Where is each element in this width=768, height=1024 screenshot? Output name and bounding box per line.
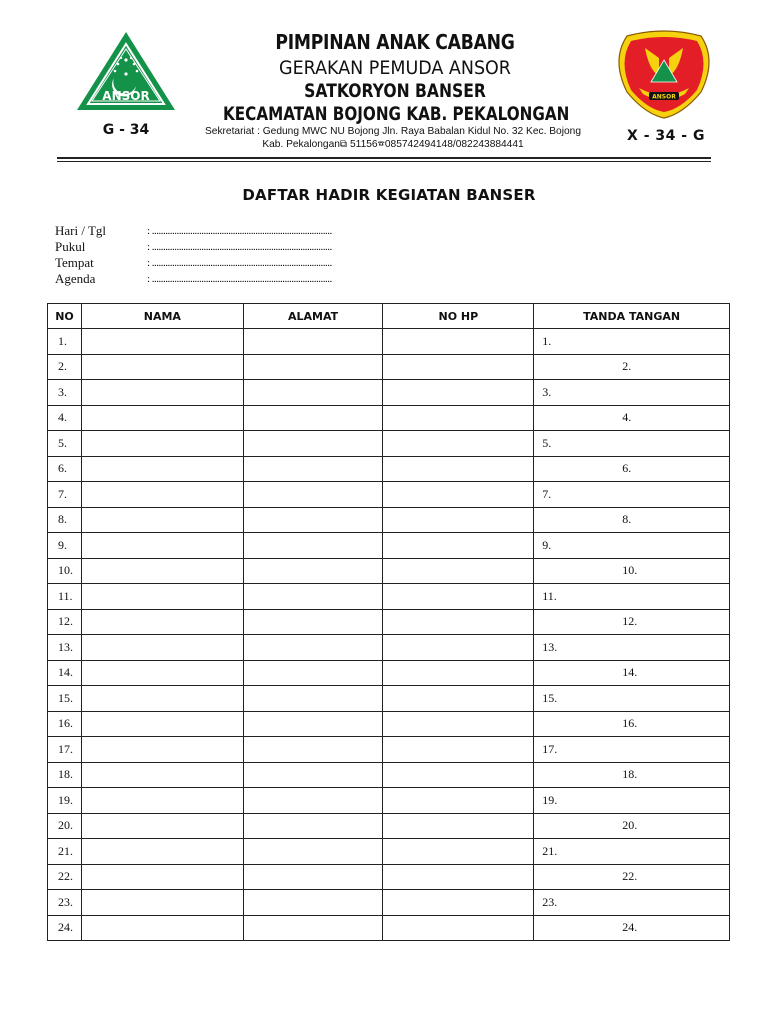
no-hp-cell[interactable] [383, 584, 534, 610]
no-cell: 12. [48, 609, 82, 635]
org-line-3: SATKORYON BANSER [304, 80, 486, 102]
ansor-logo-label: ANSOR [102, 89, 150, 103]
nama-cell[interactable] [81, 456, 243, 482]
field-label: Hari / Tgl [55, 223, 107, 238]
no-hp-cell[interactable] [383, 482, 534, 508]
no-hp-cell[interactable] [383, 558, 534, 584]
table-row [48, 354, 730, 380]
code-right: X - 34 - G [627, 128, 705, 144]
no-hp-cell[interactable] [383, 686, 534, 712]
nama-cell[interactable] [81, 839, 243, 865]
table-row [48, 890, 730, 916]
no-hp-cell[interactable] [383, 660, 534, 686]
alamat-cell[interactable] [243, 915, 383, 941]
no-cell: 24. [48, 915, 82, 941]
alamat-cell[interactable] [243, 711, 383, 737]
alamat-cell[interactable] [243, 507, 383, 533]
no-hp-cell[interactable] [383, 864, 534, 890]
signature-cell: 14. [534, 660, 730, 686]
no-cell: 22. [48, 864, 82, 890]
table-row [48, 915, 730, 941]
no-cell: 2. [48, 354, 82, 380]
table-row [48, 762, 730, 788]
attendance-table [47, 303, 730, 941]
no-hp-cell[interactable] [383, 609, 534, 635]
no-hp-cell[interactable] [383, 737, 534, 763]
no-hp-cell[interactable] [383, 890, 534, 916]
nama-cell[interactable] [81, 507, 243, 533]
nama-cell[interactable] [81, 711, 243, 737]
field-label: Pukul [55, 239, 86, 254]
nama-cell[interactable] [81, 609, 243, 635]
document-title: DAFTAR HADIR KEGIATAN BANSER [242, 186, 536, 204]
header-alamat: ALAMAT [243, 304, 383, 329]
table-row [48, 609, 730, 635]
no-hp-cell[interactable] [383, 533, 534, 559]
no-cell: 19. [48, 788, 82, 814]
no-cell: 13. [48, 635, 82, 661]
nama-cell[interactable] [81, 788, 243, 814]
nama-cell[interactable] [81, 431, 243, 457]
table-row [48, 686, 730, 712]
no-cell: 20. [48, 813, 82, 839]
no-hp-cell[interactable] [383, 635, 534, 661]
field-label: Agenda [55, 271, 96, 286]
signature-cell: 22. [534, 864, 730, 890]
nama-cell[interactable] [81, 558, 243, 584]
org-line-2: GERAKAN PEMUDA ANSOR [279, 57, 511, 79]
ansor-logo [74, 30, 178, 114]
signature-cell: 6. [534, 456, 730, 482]
alamat-cell[interactable] [243, 533, 383, 559]
alamat-cell[interactable] [243, 482, 383, 508]
table-row [48, 507, 730, 533]
nama-cell[interactable] [81, 354, 243, 380]
nama-cell[interactable] [81, 584, 243, 610]
table-row [48, 635, 730, 661]
alamat-cell[interactable] [243, 380, 383, 406]
header-no-hp: NO HP [383, 304, 534, 329]
banser-emblem-label: ANSOR [652, 93, 676, 101]
no-hp-cell[interactable] [383, 915, 534, 941]
alamat-cell[interactable] [243, 354, 383, 380]
no-cell: 9. [48, 533, 82, 559]
signature-cell: 20. [534, 813, 730, 839]
signature-cell: 15. [534, 686, 730, 712]
signature-cell: 19. [534, 788, 730, 814]
field-label: Tempat [55, 255, 94, 270]
no-hp-cell[interactable] [383, 329, 534, 355]
no-cell: 4. [48, 405, 82, 431]
header-rule-thick [57, 157, 711, 159]
no-cell: 14. [48, 660, 82, 686]
nama-cell[interactable] [81, 533, 243, 559]
field-value: : ................................................................................ [147, 257, 332, 269]
address-line-2: Kab. Pekalongan⧉ 51156☎085742494148/082243884441 [262, 139, 524, 150]
table-row [48, 788, 730, 814]
no-cell: 17. [48, 737, 82, 763]
nama-cell[interactable] [81, 762, 243, 788]
alamat-cell[interactable] [243, 864, 383, 890]
table-row [48, 431, 730, 457]
table-row [48, 329, 730, 355]
table-row [48, 737, 730, 763]
no-cell: 5. [48, 431, 82, 457]
alamat-cell[interactable] [243, 558, 383, 584]
nama-cell[interactable] [81, 635, 243, 661]
nama-cell[interactable] [81, 660, 243, 686]
alamat-cell[interactable] [243, 431, 383, 457]
table-row [48, 405, 730, 431]
signature-cell: 12. [534, 609, 730, 635]
signature-cell: 4. [534, 405, 730, 431]
no-cell: 8. [48, 507, 82, 533]
alamat-cell[interactable] [243, 660, 383, 686]
alamat-cell[interactable] [243, 329, 383, 355]
no-cell: 11. [48, 584, 82, 610]
alamat-cell[interactable] [243, 813, 383, 839]
alamat-cell[interactable] [243, 839, 383, 865]
no-hp-cell[interactable] [383, 711, 534, 737]
code-left: G - 34 [102, 122, 150, 138]
banser-emblem [611, 30, 717, 120]
nama-cell[interactable] [81, 482, 243, 508]
alamat-cell[interactable] [243, 609, 383, 635]
no-hp-cell[interactable] [383, 380, 534, 406]
signature-cell: 11. [534, 584, 730, 610]
no-hp-cell[interactable] [383, 405, 534, 431]
table-row [48, 456, 730, 482]
alamat-cell[interactable] [243, 890, 383, 916]
header-no: NO [48, 304, 82, 329]
no-cell: 16. [48, 711, 82, 737]
alamat-cell[interactable] [243, 405, 383, 431]
table-row [48, 813, 730, 839]
signature-cell: 13. [534, 635, 730, 661]
no-hp-cell[interactable] [383, 813, 534, 839]
nama-cell[interactable] [81, 737, 243, 763]
header-nama: NAMA [81, 304, 243, 329]
table-row [48, 482, 730, 508]
table-row [48, 380, 730, 406]
nama-cell[interactable] [81, 890, 243, 916]
field-hari-tgl [55, 223, 332, 239]
table-row [48, 660, 730, 686]
table-row [48, 558, 730, 584]
table-row [48, 864, 730, 890]
nama-cell[interactable] [81, 686, 243, 712]
nama-cell[interactable] [81, 405, 243, 431]
signature-cell: 21. [534, 839, 730, 865]
address-line-1: Sekretariat : Gedung MWC NU Bojong Jln. Raya Babalan Kidul No. 32 Kec. Bojong [204, 126, 581, 137]
field-tempat [55, 255, 332, 271]
nama-cell[interactable] [81, 864, 243, 890]
no-cell: 3. [48, 380, 82, 406]
alamat-cell[interactable] [243, 584, 383, 610]
signature-cell: 10. [534, 558, 730, 584]
alamat-cell[interactable] [243, 762, 383, 788]
field-value: : ................................................................................ [147, 273, 332, 285]
org-line-4: KECAMATAN BOJONG KAB. PEKALONGAN [223, 103, 570, 125]
nama-cell[interactable] [81, 915, 243, 941]
alamat-cell[interactable] [243, 737, 383, 763]
table-header-row [48, 304, 730, 329]
no-hp-cell[interactable] [383, 456, 534, 482]
no-cell: 7. [48, 482, 82, 508]
table-row [48, 533, 730, 559]
field-value: : ................................................................................ [147, 225, 332, 237]
signature-cell: 2. [534, 354, 730, 380]
field-pukul [55, 239, 332, 255]
no-hp-cell[interactable] [383, 354, 534, 380]
alamat-cell[interactable] [243, 456, 383, 482]
signature-cell: 23. [534, 890, 730, 916]
nama-cell[interactable] [81, 329, 243, 355]
no-cell: 18. [48, 762, 82, 788]
field-agenda [55, 271, 332, 287]
no-hp-cell[interactable] [383, 788, 534, 814]
signature-cell: 16. [534, 711, 730, 737]
field-value: : ................................................................................ [147, 241, 332, 253]
no-cell: 1. [48, 329, 82, 355]
signature-cell: 18. [534, 762, 730, 788]
no-cell: 21. [48, 839, 82, 865]
signature-cell: 7. [534, 482, 730, 508]
signature-cell: 5. [534, 431, 730, 457]
no-cell: 23. [48, 890, 82, 916]
header-tanda-tangan: TANDA TANGAN [534, 304, 730, 329]
no-hp-cell[interactable] [383, 762, 534, 788]
table-row [48, 839, 730, 865]
nama-cell[interactable] [81, 813, 243, 839]
alamat-cell[interactable] [243, 686, 383, 712]
alamat-cell[interactable] [243, 788, 383, 814]
table-row [48, 584, 730, 610]
nama-cell[interactable] [81, 380, 243, 406]
no-hp-cell[interactable] [383, 839, 534, 865]
signature-cell: 24. [534, 915, 730, 941]
no-cell: 6. [48, 456, 82, 482]
no-cell: 15. [48, 686, 82, 712]
org-line-1: PIMPINAN ANAK CABANG [275, 30, 515, 54]
alamat-cell[interactable] [243, 635, 383, 661]
no-hp-cell[interactable] [383, 431, 534, 457]
no-hp-cell[interactable] [383, 507, 534, 533]
table-row [48, 711, 730, 737]
no-cell: 10. [48, 558, 82, 584]
header-rule-thin [57, 161, 711, 162]
signature-cell: 8. [534, 507, 730, 533]
signature-cell: 9. [534, 533, 730, 559]
signature-cell: 17. [534, 737, 730, 763]
signature-cell: 1. [534, 329, 730, 355]
signature-cell: 3. [534, 380, 730, 406]
